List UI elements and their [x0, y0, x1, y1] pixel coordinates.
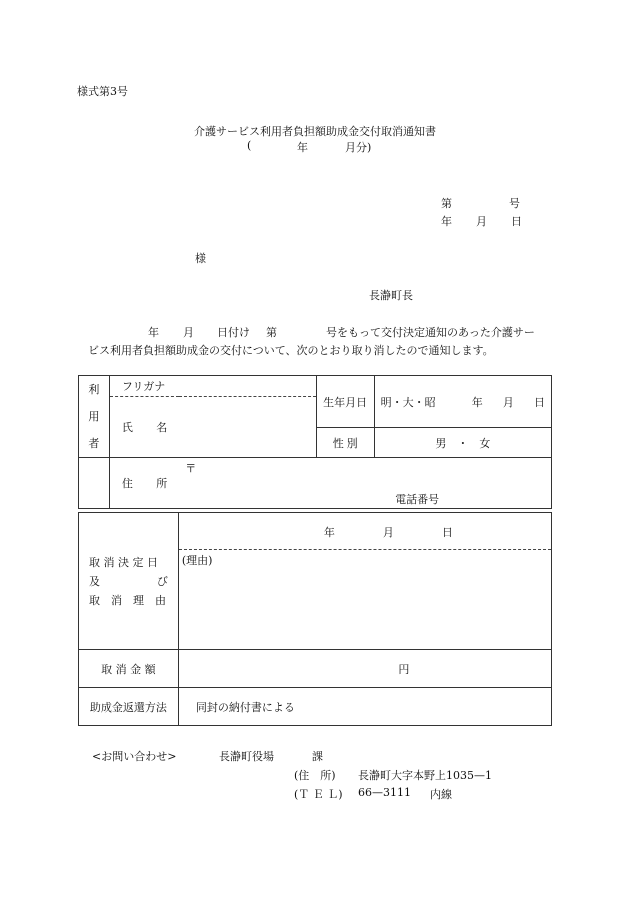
- cancel-reason-field[interactable]: [178, 550, 551, 650]
- dob-field[interactable]: [374, 376, 551, 428]
- issuer: 長瀞町長: [369, 289, 413, 302]
- phone-label: 電話番号: [395, 493, 440, 506]
- document-title: 介護サービス利用者負担額助成金交付取消通知書: [194, 125, 436, 138]
- contact-tel-label: (Ｔ Ｅ Ｌ): [294, 788, 343, 801]
- furigana-field[interactable]: [179, 376, 316, 397]
- cancel-amount-field[interactable]: 円: [178, 650, 551, 688]
- dob-era: 明・大・昭: [380, 395, 436, 409]
- date-month: 月: [476, 215, 487, 228]
- date-day: 日: [511, 215, 522, 228]
- dob-day: 日: [533, 395, 545, 409]
- contact-ext-label: 内線: [430, 788, 452, 801]
- date-year: 年: [441, 215, 452, 228]
- addressee-suffix: 様: [195, 252, 206, 265]
- cancel-date-year: 年: [323, 526, 335, 539]
- doc-number-prefix: 第: [441, 197, 452, 210]
- dob-year: 年: [471, 395, 483, 409]
- reason-prefix: (理由): [181, 554, 213, 567]
- name-field[interactable]: [179, 397, 316, 458]
- postal-mark: 〒: [185, 462, 197, 475]
- dob-month: 月: [502, 395, 514, 409]
- user-info-table: [78, 375, 552, 509]
- sex-field[interactable]: 男 ・ 女: [374, 428, 551, 458]
- address-label: 住 所: [109, 458, 179, 509]
- return-method-value: 同封の納付書による: [178, 688, 551, 726]
- period-month: 月分): [345, 141, 372, 154]
- cancel-date-month: 月: [382, 526, 394, 539]
- body-no: 第: [266, 326, 277, 339]
- body-day: 日付け: [217, 326, 250, 339]
- contact-address-label: (住 所): [294, 769, 336, 782]
- contact-office: 長瀞町役場: [219, 750, 274, 763]
- body-month: 月: [183, 326, 194, 339]
- contact-section: 課: [312, 750, 323, 763]
- user-side-label-continued: [79, 458, 110, 509]
- address-field[interactable]: [179, 458, 551, 509]
- body-year: 年: [148, 326, 159, 339]
- period-open: (: [247, 139, 252, 152]
- form-number: 様式第3号: [77, 85, 128, 98]
- furigana-label: フリガナ: [109, 376, 179, 397]
- body-line2: ビス利用者負担額助成金の交付について、次のとおり取り消したので通知します。: [88, 344, 494, 357]
- user-side-label: 利 用 者: [79, 376, 110, 458]
- cancel-date-field[interactable]: [178, 513, 551, 550]
- cancel-reason-label: 取 消 決 定 日 及 び 取 消 理 由: [79, 513, 179, 650]
- sex-label: 性 別: [316, 428, 374, 458]
- body-line1: 号をもって交付決定通知のあった介護サー: [326, 326, 535, 339]
- cancel-amount-label: 取 消 金 額: [79, 650, 179, 688]
- name-label: 氏 名: [109, 397, 179, 458]
- cancellation-table: [78, 512, 552, 726]
- doc-number-suffix: 号: [509, 197, 520, 210]
- period-year: 年: [297, 141, 308, 154]
- dob-label: 生年月日: [316, 376, 374, 428]
- cancel-date-day: 日: [441, 526, 453, 539]
- return-method-label: 助成金返還方法: [79, 688, 179, 726]
- contact-address-value: 長瀞町大字本野上1035—1: [358, 769, 492, 782]
- contact-heading: <お問い合わせ>: [92, 750, 177, 763]
- contact-tel-value: 66—3111: [358, 786, 411, 799]
